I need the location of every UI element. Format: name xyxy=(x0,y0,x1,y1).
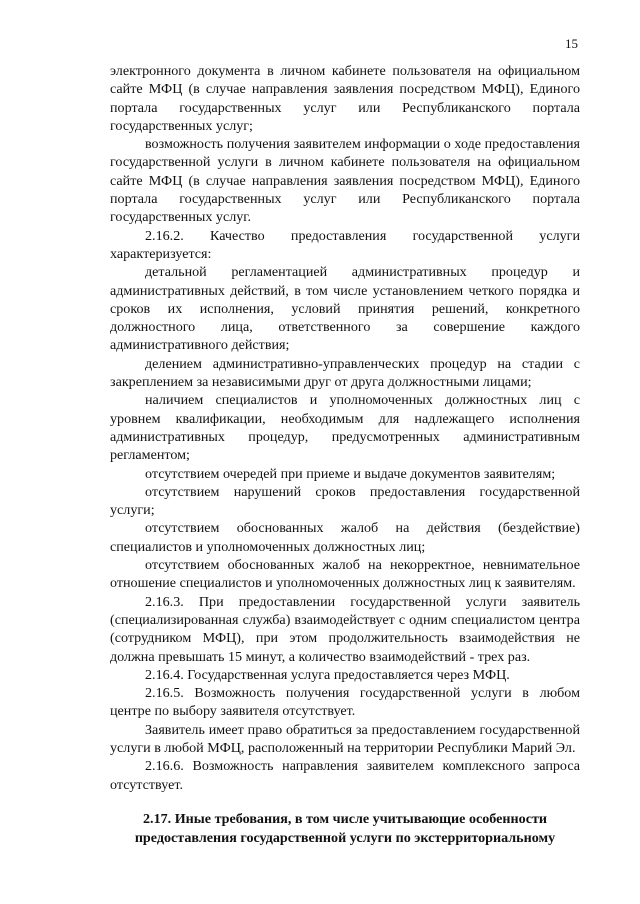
section-heading-2-17 xyxy=(110,810,580,848)
page-number: 15 xyxy=(565,36,578,51)
document-body xyxy=(110,62,580,848)
paragraph-procedure-division: делением административно-управленческих процедур на стадии с закреплением за независимыми друг от друга должностными лицами; xyxy=(110,355,580,391)
paragraph-2-16-4: 2.16.4. Государственная услуга предоставляется через МФЦ. xyxy=(145,666,510,683)
paragraph-no-deadline-violations: отсутствием нарушений сроков предоставления государственной услуги; xyxy=(110,483,580,519)
paragraph-qualified-specialists: наличием специалистов и уполномоченных должностных лиц с уровнем квалификации, необходимым для надлежащего исполнения административных процедур, предусмотренных административным регламентом; xyxy=(110,392,580,464)
paragraph-2-16-3: 2.16.3. При предоставлении государственной услуги заявитель (специализированная служба) взаимодействует с одним специалистом центра (сотрудником МФЦ), при этом продолжительность взаимодействия не должна превышать 15 минут, а количество взаимодействий - трех раз. xyxy=(110,593,580,665)
paragraph-no-queues: отсутствием очередей при приеме и выдаче документов заявителям; xyxy=(145,465,556,482)
paragraph-2-16-5: 2.16.5. Возможность получения государственной услуги в любом центре по выбору заявителя отсутствует. xyxy=(110,685,580,720)
paragraph-electronic-document: электронного документа в личном кабинете пользователя на официальном сайте МФЦ (в случае направления заявления посредством МФЦ), Единого портала государственных услуг или Республиканского портала государственных услуг; xyxy=(110,63,580,134)
paragraph-applicant-right: Заявитель имеет право обратиться за предоставлением государственной услуги в любой МФЦ, расположенный на территории Республики Марий Эл. xyxy=(110,721,580,756)
paragraph-detailed-regulation: детальной регламентацией административных процедур и административных действий, в том числе установлением четкого порядка и сроков их исполнения, условий принятия решений, конкретного должностного лица, ответственного за совершение каждого административного действия; xyxy=(110,264,580,354)
paragraph-2-16-2: 2.16.2. Качество предоставления государственной услуги характеризуется: xyxy=(110,227,580,262)
paragraph-progress-information: возможность получения заявителем информации о ходе предоставления государственной услуги в личном кабинете пользователя на официальном сайте МФЦ (в случае направления заявления посредством МФЦ), Единого портала государственных услуг или Республиканского портала государственных услуг. xyxy=(110,136,580,226)
paragraph-no-complaints-attitude: отсутствием обоснованных жалоб на некорректное, невнимательное отношение специалистов и уполномоченных должностных лиц к заявителям. xyxy=(110,557,580,592)
paragraph-2-16-6: 2.16.6. Возможность направления заявителем комплексного запроса отсутствует. xyxy=(110,758,580,793)
section-heading-line-1: 2.17. Иные требования, в том числе учитывающие особенности xyxy=(143,810,547,827)
section-heading-line-2: предоставления государственной услуги по экстерриториальному xyxy=(134,829,556,846)
paragraph-no-complaints-actions: отсутствием обоснованных жалоб на действия (бездействие) специалистов и уполномоченных должностных лиц; xyxy=(110,520,580,555)
